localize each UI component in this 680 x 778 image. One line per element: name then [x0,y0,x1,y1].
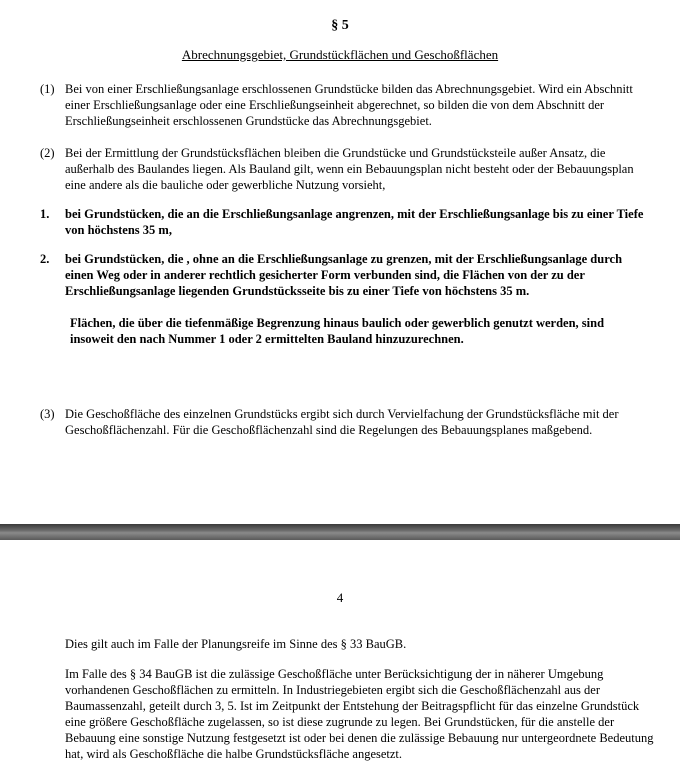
item-1-number: 1. [40,207,50,221]
paragraph-2-text: Bei der Ermittlung der Grundstücksflächen bleiben die Grundstücke und Grundstücksteile außer Ansatz, die außerhalb des Baulandes liegen. Als Bauland gilt, wenn ein Bebauungsplan nicht besteht oder der Bebauungsplan eine andere als die bauliche oder gewerbliche Nutzung vorsieht, [65,146,634,192]
page-2-paragraph: Im Falle des § 34 BauGB ist die zulässige Geschoßfläche unter Berücksichtigung der in näherer Umgebung vorhandenen Geschoßflächen zu ermitteln. In Industriegebieten ergibt sich die Geschoßflächenzahl aus der Baumassenzahl, geteilt durch 3, 5. Ist im Zeitpunkt der Entstehung der Beitragspflicht für das einzelne Grundstück eine größere Geschoßfläche zugelassen, so ist diese zugrunde zu legen. Bei Grundstücken, für die anstelle der Bebauung eine sonstige Nutzung festgesetzt ist oder bei denen die zulässige Bebauung nur untergeordnete Bedeutung hat, wird als Geschoßfläche die halbe Grundstücksfläche angesetzt. [65,667,654,761]
section-subtitle: Abrechnungsgebiet, Grundstückflächen und Geschoßflächen [181,47,499,62]
paragraph-3-text: Die Geschoßfläche des einzelnen Grundstücks ergibt sich durch Vervielfachung der Grundstücksfläche mit der Geschoßflächenzahl. Für die Geschoßflächenzahl sind die Regelungen des Bebauungsplanes maßgebend. [65,407,619,437]
paragraph-2-number: (2) [40,146,55,160]
section-title: § 5 [331,18,349,33]
item-1-text: bei Grundstücken, die an die Erschließungsanlage angrenzen, mit der Erschließungsanlage bis zu einer Tiefe von höchstens 35 m, [65,207,644,237]
item-2-text: bei Grundstücken, die , ohne an die Erschließungsanlage zu grenzen, mit der Erschließungsanlage durch einen Weg oder in anderer rechtlich gesicherter Form verbunden sind, die Flächen von der zu der Erschließungsanlage liegenden Grundstücksseite bis zu einer Tiefe von höchstens 35 m. [65,252,623,298]
page-2-line-1: Dies gilt auch im Falle der Planungsreife im Sinne des § 33 BauGB. [65,637,407,651]
paragraph-1-text: Bei von einer Erschließungsanlage erschlossenen Grundstücke bilden das Abrechnungsgebiet. Wird ein Abschnitt einer Erschließungsanlage oder eine Erschließungseinheit abgerechnet, so bilden die von dem Abschnitt der Erschließungseinheit erschlossenen Grundstücke das Abrechnungsgebiet. [65,82,633,128]
paragraph-3-number: (3) [40,407,55,421]
page-number: 4 [336,590,344,605]
page-separator [0,524,680,540]
document-page-2 [0,540,680,778]
bold-note: Flächen, die über die tiefenmäßige Begrenzung hinaus baulich oder gewerblich genutzt werden, sind insoweit den nach Nummer 1 oder 2 ermittelten Bauland hinzuzurechnen. [70,316,605,346]
paragraph-1-number: (1) [40,82,55,96]
item-2-number: 2. [40,252,50,266]
